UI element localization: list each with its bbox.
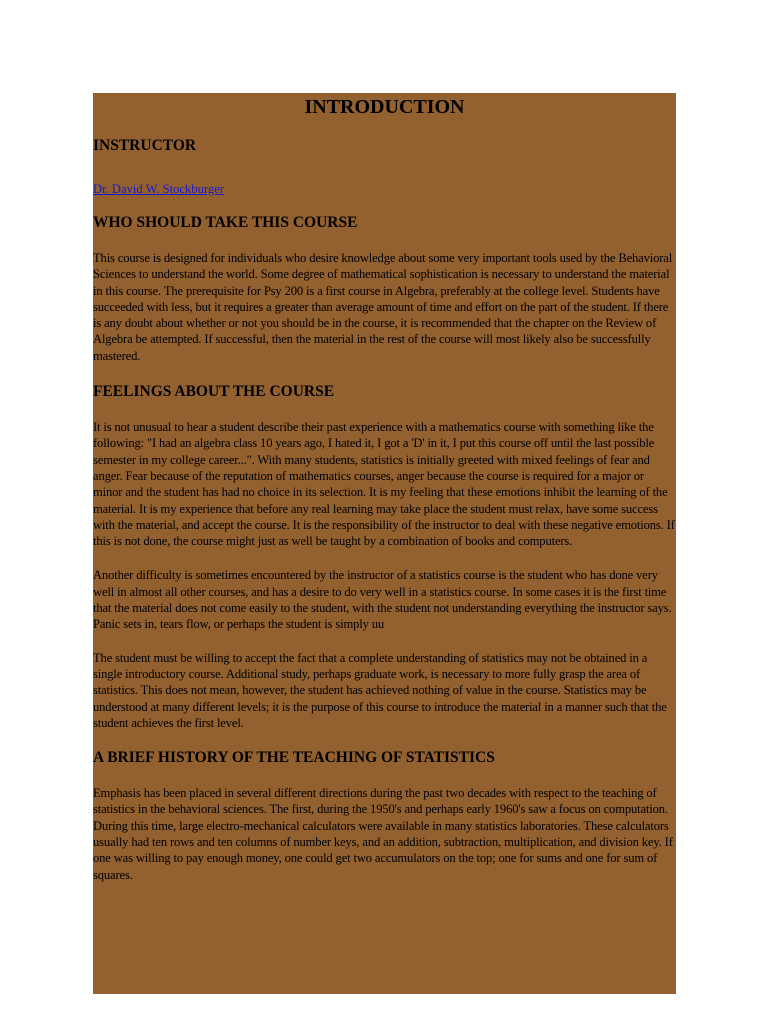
heading-who-should-take: WHO SHOULD TAKE THIS COURSE [93, 214, 358, 231]
instructor-name-link[interactable]: Dr. David W. Stockburger [93, 182, 224, 196]
heading-history: A BRIEF HISTORY OF THE TEACHING OF STATISTICS [93, 749, 495, 767]
document-page [93, 93, 676, 994]
page-title: INTRODUCTION [304, 96, 465, 118]
heading-instructor: INSTRUCTOR [93, 137, 197, 154]
paragraph-history: Emphasis has been placed in several different directions during the past two decades with respect to the teaching of statistics in the behavioral sciences. The first, during the 1950's and perhaps early 1960's saw a focus on computation. During this time, large electro-mechanical calculators were available in many statistics laboratories. These calculators usually had ten rows and ten columns of number keys, and an addition, subtraction, multiplication, and division key. If one was willing to pay enough money, one could get two accumulators on the top; one for sums and one for sum of squares. [93, 786, 673, 882]
paragraph-feelings-3: The student must be willing to accept the fact that a complete understanding of statistics may not be obtained in a single introductory course. Additional study, perhaps graduate work, is necessary to more fully grasp the area of statistics. This does not mean, however, the student has achieved nothing of value in the course. Statistics may be understood at many different levels; it is the purpose of this course to introduce the material in a manner such that the student achieves the first level. [93, 650, 667, 730]
paragraph-feelings-1: It is not unusual to hear a student describe their past experience with a mathematics course with something like the following: "I had an algebra class 10 years ago, I hated it, I got a 'D' in it, I put this course off until the last possible semester in my college career...". With many students, statistics is initially greeted with mixed feelings of fear and anger. Fear because of the reputation of mathematics courses, anger because the course is required for a major or minor and the student has had no choice in its selection. It is my feeling that these emotions inhibit the learning of the material. It is my experience that before any real learning may take place the student must relax, have some success with the material, and accept the course. It is the responsibility of the instructor to deal with these negative emotions. If this is not done, the course might just as well be taught by a combination of books and computers. [93, 420, 675, 549]
paragraph-who-should-take: This course is designed for individuals who desire knowledge about some very important tools used by the Behavioral Sciences to understand the world. Some degree of mathematical sophistication is necessary to understand the material in this course. The prerequisite for Psy 200 is a first course in Algebra, preferably at the college level. Students have succeeded with less, but it requires a greater than average amount of time and effort on the part of the student. If there is any doubt about whether or not you should be in the course, it is recommended that the chapter on the Review of Algebra be attempted. If successful, then the material in the rest of the course will most likely also be successfully mastered. [93, 251, 673, 363]
heading-feelings: FEELINGS ABOUT THE COURSE [93, 383, 335, 401]
paragraph-feelings-2: Another difficulty is sometimes encountered by the instructor of a statistics course is the student who has done very well in almost all other courses, and has a desire to do very well in a statistics course. In some cases it is the first time that the material does not come easily to the student, with the student not understanding everything the instructor says. Panic sets in, tears flow, or perhaps the student is simply uu [93, 568, 672, 632]
